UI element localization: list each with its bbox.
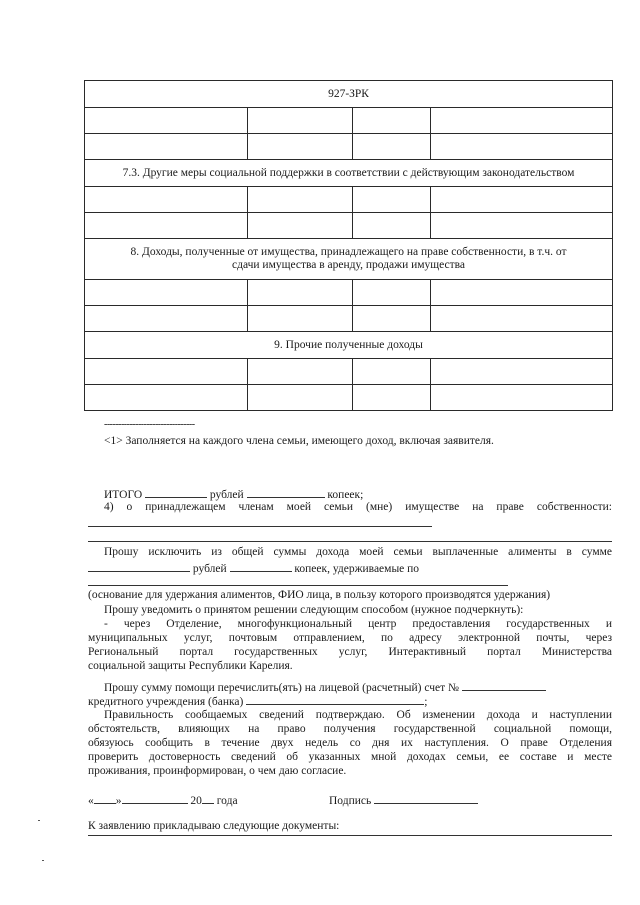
section-7-3-row — [85, 160, 613, 187]
scan-speck — [38, 820, 40, 821]
day-field[interactable] — [94, 792, 116, 804]
table-row — [85, 359, 613, 385]
quote-open: « — [88, 795, 94, 807]
confirm-line-3: обязуюсь сообщить в течение двух недель со дня их наступления. О праве Отделения — [88, 737, 612, 749]
income-table — [84, 80, 613, 411]
section-8-title — [85, 239, 613, 280]
section-8-title-line2: сдачи имущества в аренду, продажи имущества — [232, 259, 466, 271]
table-row — [85, 280, 613, 306]
section-9-row — [85, 332, 613, 359]
confirm-line-5: проживания, проинформирован, о чем даю согласие. — [88, 765, 347, 777]
footnote-separator: -------------------------------- — [104, 419, 195, 430]
transfer-line-2 — [88, 693, 427, 709]
total-kopecks-label: копеек; — [327, 489, 364, 501]
scan-speck — [42, 860, 44, 861]
table-row — [85, 108, 613, 134]
total-kopecks-field[interactable] — [247, 486, 325, 498]
table-row — [85, 306, 613, 332]
notify-line-3: Региональный портал государственных услуг, Интерактивный портал Министерства — [88, 646, 612, 658]
confirm-line-2: обстоятельств, влияющих на право получения государственной социальной помощи, — [88, 723, 612, 735]
notify-line-1: - через Отделение, многофункциональный центр предоставления государственных и — [104, 618, 612, 630]
property-line: 4) о принадлежащем членам моей семьи (мне) имуществе на праве собственности: — [104, 501, 612, 513]
attachments-label: К заявлению прикладываю следующие документы: — [88, 820, 340, 832]
signature-line — [329, 792, 478, 808]
quote-close: » — [115, 795, 122, 807]
table-header-row — [85, 81, 613, 108]
total-rubles-field[interactable] — [145, 486, 207, 498]
date-line — [88, 792, 238, 808]
bank-name-field[interactable] — [246, 693, 424, 705]
transfer-end: ; — [424, 696, 428, 708]
confirm-paragraph — [88, 708, 612, 778]
notify-intro: Прошу уведомить о принятом решении следующим способом (нужное подчеркнуть): — [104, 604, 524, 616]
confirm-line-4: проверить достоверность сведений об указанных мной доходах семьи, ее составе и месте — [88, 751, 612, 763]
table-header-code: 927-ЗРК — [85, 81, 613, 108]
table-row — [85, 187, 613, 213]
total-rubles-label: рублей — [209, 489, 244, 501]
year-suffix: года — [216, 795, 238, 807]
alimony-basis-field[interactable] — [88, 585, 508, 586]
section-8-row — [85, 239, 613, 280]
notify-line-2: муниципальных услуг, почтовым отправлением, по адресу электронной почты, через — [88, 632, 612, 644]
section-9-title: 9. Прочие полученные доходы — [85, 332, 613, 359]
table-row — [85, 134, 613, 160]
section-7-3-title: 7.3. Другие меры социальной поддержки в соответствии с действующим законодательством — [85, 160, 613, 187]
alimony-line-2 — [88, 560, 419, 576]
notify-line-4: социальной защиты Республики Карелия. — [88, 660, 293, 672]
table-row — [85, 385, 613, 411]
signature-label: Подпись — [329, 795, 372, 807]
alimony-kopecks-label: копеек, удерживаемые по — [294, 563, 420, 575]
account-number-field[interactable] — [462, 679, 546, 691]
alimony-rubles-label: рублей — [192, 563, 227, 575]
confirm-line-1: Правильность сообщаемых сведений подтверждаю. Об изменении дохода и наступлении — [104, 709, 612, 721]
alimony-kopecks-field[interactable] — [230, 560, 292, 572]
transfer-bank-label: кредитного учреждения (банка) — [88, 696, 244, 708]
property-field-line-1[interactable] — [88, 526, 432, 527]
property-field-line-2[interactable] — [88, 541, 612, 542]
alimony-line-1: Прошу исключить из общей суммы дохода моей семьи выплаченные алименты в сумме — [104, 546, 612, 558]
total-label: ИТОГО — [104, 489, 143, 501]
alimony-basis-caption: (основание для удержания алиментов, ФИО лица, в пользу которого производятся удержания) — [88, 589, 551, 601]
signature-field[interactable] — [374, 792, 478, 804]
attachments-field[interactable] — [88, 835, 612, 836]
year-prefix: 20 — [190, 795, 202, 807]
transfer-account-label: Прошу сумму помощи перечислить(ять) на лицевой (расчетный) счет № — [104, 682, 460, 694]
section-8-title-line1: 8. Доходы, полученные от имущества, принадлежащего на праве собственности, в т.ч. от — [130, 246, 567, 258]
month-field[interactable] — [122, 792, 188, 804]
footnote-text: <1> Заполняется на каждого члена семьи, имеющего доход, включая заявителя. — [104, 435, 494, 447]
notify-paragraph — [88, 617, 612, 673]
alimony-rubles-field[interactable] — [88, 560, 190, 572]
table-row — [85, 213, 613, 239]
year-field[interactable] — [202, 792, 214, 804]
